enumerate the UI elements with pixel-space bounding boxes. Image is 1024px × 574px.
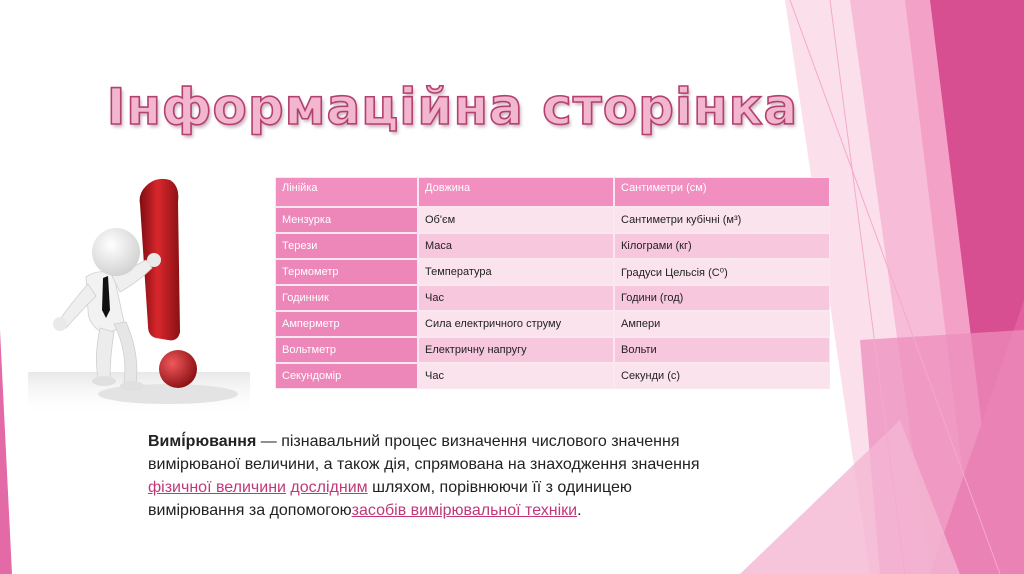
table-cell: Терези bbox=[275, 233, 418, 259]
paragraph-text: — пізнавальний процес визначення числового значення вимірюваної величини, а також дія, спрямована на знаходження значення bbox=[148, 433, 700, 473]
table-row bbox=[275, 233, 830, 259]
person-with-exclamation-icon bbox=[28, 172, 250, 418]
page-title: Інформаційна сторінка bbox=[106, 78, 799, 136]
table-cell: Термометр bbox=[275, 259, 418, 285]
table-cell: Час bbox=[418, 363, 614, 389]
table-cell: Довжина bbox=[418, 177, 614, 207]
term-measurement: Вимі́рювання bbox=[148, 433, 257, 450]
table-cell: Мензурка bbox=[275, 207, 418, 233]
definition-paragraph bbox=[148, 430, 728, 522]
table-cell: Об'єм bbox=[418, 207, 614, 233]
table-row bbox=[275, 311, 830, 337]
table-cell: Градуси Цельсія (C⁰) bbox=[614, 259, 830, 285]
measurement-table bbox=[275, 177, 830, 389]
link-measuring-instruments[interactable]: засобів вимірювальної техніки bbox=[351, 502, 578, 519]
paragraph-text: . bbox=[577, 502, 582, 519]
table-cell: Лінійка bbox=[275, 177, 418, 207]
link-experimental[interactable]: дослідним bbox=[290, 479, 368, 496]
table-cell: Секунди (с) bbox=[614, 363, 830, 389]
table-cell: Амперметр bbox=[275, 311, 418, 337]
table-row bbox=[275, 177, 830, 207]
table-row bbox=[275, 207, 830, 233]
table-cell: Секундомір bbox=[275, 363, 418, 389]
table-cell: Кілограми (кг) bbox=[614, 233, 830, 259]
table-cell: Сила електричного струму bbox=[418, 311, 614, 337]
table-cell: Сантиметри (см) bbox=[614, 177, 830, 207]
table-cell: Вольтметр bbox=[275, 337, 418, 363]
table-cell: Електричну напругу bbox=[418, 337, 614, 363]
table-cell: Маса bbox=[418, 233, 614, 259]
link-physical-quantity[interactable]: фізичної величини bbox=[148, 479, 286, 496]
table-cell: Сантиметри кубічні (м³) bbox=[614, 207, 830, 233]
table-cell: Вольти bbox=[614, 337, 830, 363]
table-cell: Години (год) bbox=[614, 285, 830, 311]
table-cell: Температура bbox=[418, 259, 614, 285]
table-row bbox=[275, 259, 830, 285]
table-row bbox=[275, 363, 830, 389]
table-cell: Годинник bbox=[275, 285, 418, 311]
table-cell: Час bbox=[418, 285, 614, 311]
table-cell: Ампери bbox=[614, 311, 830, 337]
table-row bbox=[275, 285, 830, 311]
table-row bbox=[275, 337, 830, 363]
paragraph-text: шляхом, порівнюючи її з одиницею вимірювання за допомогою bbox=[148, 479, 632, 519]
